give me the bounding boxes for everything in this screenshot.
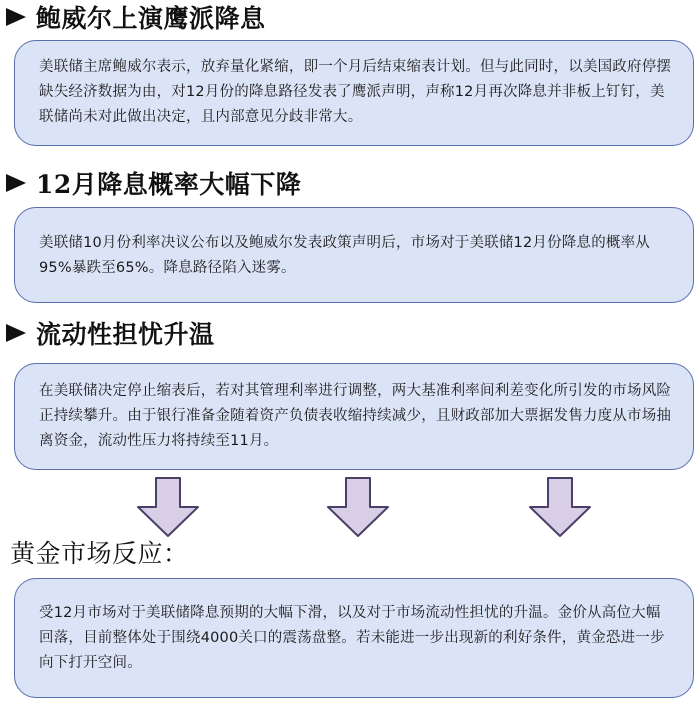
- section-1-body: 美联储主席鲍威尔表示，放弃量化紧缩，即一个月后结束缩表计划。但与此同时，以美国政府停摆缺失经济数据为由，对12月份的降息路径发表了鹰派声明，声称12月再次降息并非板上钉钉，美联储尚未对此做出决定，且内部意见分歧非常大。: [39, 59, 672, 125]
- conclusion-body: 受12月市场对于美联储降息预期的大幅下滑，以及对于市场流动性担忧的升温。金价从高位大幅回落，目前整体处于围绕4000关口的震荡盘整。若未能进一步出现新的利好条件，黄金恐进一步向下打开空间。: [39, 605, 665, 671]
- section-2-body: 美联储10月份利率决议公布以及鲍威尔发表政策声明后，市场对于美联储12月份降息的概率从95%暴跌至65%。降息路径陷入迷雾。: [39, 235, 650, 276]
- down-arrow-icon: [136, 477, 200, 537]
- conclusion-title: 黄金市场反应：: [10, 539, 189, 568]
- section-3-title: 流动性担忧升温: [36, 320, 215, 349]
- down-arrow-icon: [326, 477, 390, 537]
- section-1-title: 鲍威尔上演鹰派降息: [36, 4, 266, 33]
- section-2-box: [14, 207, 694, 303]
- section-2-title: 12月降息概率大幅下降: [36, 170, 302, 199]
- arrowhead-bullet-icon: [6, 324, 26, 342]
- section-3-heading: [4, 316, 215, 350]
- section-1-box: [14, 40, 694, 146]
- arrowhead-bullet-icon: [6, 8, 26, 26]
- section-2-heading: [4, 166, 301, 200]
- section-3-body: 在美联储决定停止缩表后，若对其管理利率进行调整，两大基准利率间利差变化所引发的市场风险正持续攀升。由于银行准备金随着资产负债表收缩持续减少，且财政部加大票据发售力度从市场抽离资金，流动性压力将持续至11月。: [39, 383, 672, 449]
- conclusion-box: [14, 578, 694, 698]
- conclusion-heading: [10, 535, 189, 569]
- down-arrow-icon: [528, 477, 592, 537]
- arrowhead-bullet-icon: [6, 174, 26, 192]
- section-3-box: [14, 363, 694, 470]
- section-1-heading: [4, 0, 266, 34]
